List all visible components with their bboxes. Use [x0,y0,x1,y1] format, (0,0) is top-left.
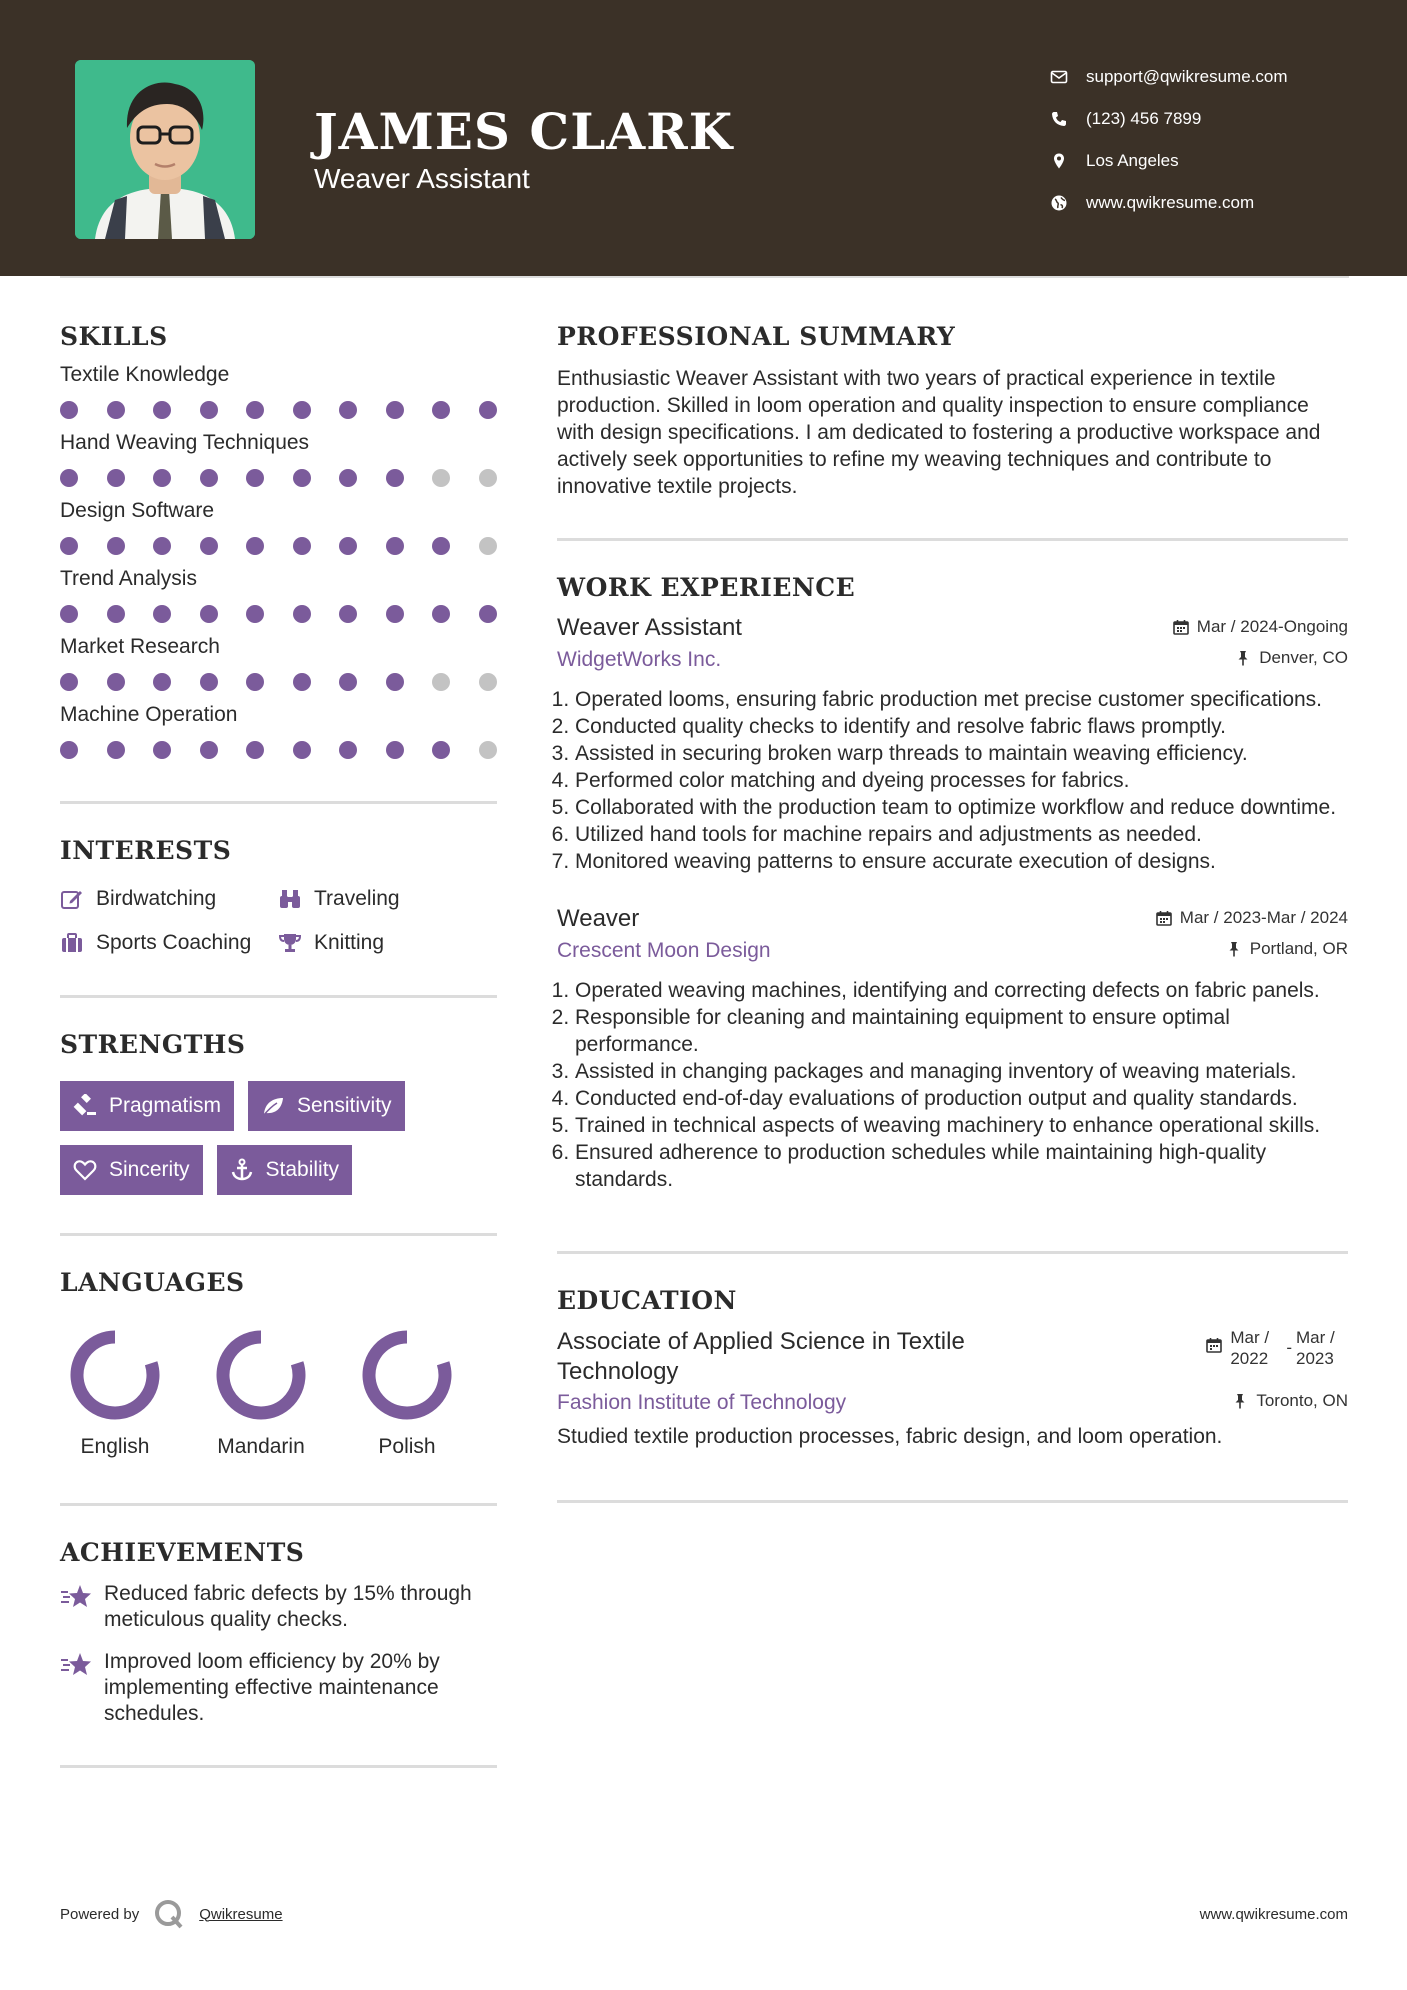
pin-icon [1226,941,1242,957]
achievement-item [60,1581,497,1633]
section-title: ACHIEVEMENTS [60,1538,305,1567]
job-entry [557,614,1348,875]
calendar-icon [1173,619,1189,635]
rating-dot [246,537,264,555]
resume-header [0,0,1407,276]
achievements-section [60,1538,497,1727]
list-item: 1. Operated looms, ensuring fabric production met precise customer specifications. [575,686,1348,713]
skill-rating [60,741,497,759]
language-ring [359,1327,455,1423]
degree-title: Associate of Applied Science in Textile Technology [557,1328,965,1385]
language-item [206,1327,316,1459]
qwikresume-logo-icon [153,1898,185,1930]
envelope-icon [1050,68,1068,86]
section-divider [557,1251,1348,1254]
list-item: 6. Utilized hand tools for machine repairs and adjustments as needed. [575,821,1348,848]
education-dates [1206,1327,1348,1369]
rating-dot [107,673,125,691]
rating-dot [339,673,357,691]
leaf-icon [261,1094,285,1118]
rating-dot [432,469,450,487]
interests-section [60,836,497,955]
language-name: Polish [378,1435,436,1458]
rating-dot [479,673,497,691]
summary-text: Enthusiastic Weaver Assistant with two years of practical experience in textile production. Skilled in loom operation and quality inspection to ensure compliance with design specifications. I am dedicated to fostering a productive workspace and actively seek opportunities to refine my weaving techniques and contribute to innovative textile projects. [557,367,1321,498]
interest-label: Birdwatching [96,887,217,910]
interests-list [60,887,497,955]
rating-dot [339,605,357,623]
job-location-text: Portland, OR [1249,939,1348,958]
skill-name: Design Software [60,499,215,522]
rating-dot [479,741,497,759]
globe-icon [1050,194,1068,212]
rating-dot [386,673,404,691]
contact-info [1050,56,1288,224]
profile-photo [75,60,255,239]
rating-dot [339,741,357,759]
rating-dot [153,673,171,691]
rating-dot [293,605,311,623]
job-dates-text: Mar / 2023-Mar / 2024 [1179,908,1348,927]
section-title: PROFESSIONAL SUMMARY [557,322,956,351]
contact-email-text: support@qwikresume.com [1086,67,1288,86]
calendar-icon [1156,910,1172,926]
skill-rating [60,469,497,487]
strength-label: Sensitivity [297,1094,392,1117]
job-dates [1156,908,1348,928]
rating-dot [60,401,78,419]
rating-dot [339,401,357,419]
section-title: EDUCATION [557,1286,737,1315]
skill-rating [60,605,497,623]
star-icon [60,1652,92,1678]
skill-item [60,499,497,555]
section-divider [60,995,497,998]
section-divider [557,538,1348,541]
interest-label: Traveling [314,887,400,910]
strength-chip [248,1081,405,1131]
rating-dot [107,605,125,623]
section-divider [60,801,497,804]
rating-dot [386,537,404,555]
rating-dot [200,401,218,419]
language-name: Mandarin [217,1435,305,1458]
footer-powered-by [60,1898,283,1930]
skill-item [60,567,497,623]
language-name: English [80,1435,150,1458]
achievement-item [60,1649,497,1727]
strengths-list [60,1081,497,1195]
skills-list [60,363,497,759]
job-location [1226,939,1348,959]
interest-item [60,887,278,911]
rating-dot [432,401,450,419]
rating-dot [107,401,125,419]
language-ring [67,1327,163,1423]
brand-link[interactable]: Qwikresume [199,1905,283,1923]
rating-dot [200,469,218,487]
summary-section [557,322,1348,500]
education-location-text: Toronto, ON [1256,1391,1348,1410]
skill-rating [60,673,497,691]
rating-dot [60,605,78,623]
skill-name: Machine Operation [60,703,238,726]
section-divider [60,1765,497,1768]
languages-section [60,1268,497,1459]
rating-dot [339,537,357,555]
language-ring-arc [77,1337,153,1413]
language-ring [213,1327,309,1423]
skill-item [60,703,497,759]
contact-phone[interactable] [1050,98,1288,140]
rating-dot [432,741,450,759]
rating-dot [432,605,450,623]
rating-dot [479,401,497,419]
section-divider [557,1500,1348,1503]
rating-dot [246,673,264,691]
contact-location [1050,140,1288,182]
interest-label: Sports Coaching [96,931,252,954]
rating-dot [153,605,171,623]
skill-name: Textile Knowledge [60,363,230,386]
job-location-text: Denver, CO [1259,648,1348,667]
rating-dot [107,469,125,487]
star-icon [60,1584,92,1610]
contact-email[interactable] [1050,56,1288,98]
contact-website-text: www.qwikresume.com [1086,193,1255,212]
skill-rating [60,537,497,555]
skill-item [60,431,497,487]
job-responsibilities [557,686,1348,875]
gavel-icon [73,1094,97,1118]
education-section [557,1286,1348,1450]
job-responsibilities [557,977,1348,1193]
rating-dot [246,469,264,487]
languages-list [60,1327,497,1459]
rating-dot [60,469,78,487]
section-divider [60,1233,497,1236]
candidate-role: Weaver Assistant [314,163,530,194]
candidate-name: JAMES CLARK [314,102,734,161]
list-item: 5. Trained in technical aspects of weaving machinery to enhance operational skills. [575,1112,1348,1139]
section-title: SKILLS [60,322,168,351]
binoculars-icon [278,887,302,911]
education-end: Mar / 2023 [1296,1328,1335,1368]
strengths-section [60,1030,497,1195]
rating-dot [386,605,404,623]
section-divider [60,1503,497,1506]
language-ring-arc [223,1337,299,1413]
skill-name: Trend Analysis [60,567,197,590]
rating-dot [479,605,497,623]
powered-by-label: Powered by [60,1905,140,1923]
rating-dot [293,469,311,487]
interest-item [278,887,478,911]
rating-dot [386,469,404,487]
trophy-icon [278,931,302,955]
language-item [352,1327,462,1459]
rating-dot [153,537,171,555]
list-item: 3. Assisted in securing broken warp threads to maintain weaving efficiency. [575,740,1348,767]
job-dates [1173,617,1348,637]
rating-dot [107,537,125,555]
rating-dot [200,537,218,555]
job-title: Weaver [557,905,640,932]
footer-website[interactable]: www.qwikresume.com [1199,1906,1348,1923]
section-title: WORK EXPERIENCE [557,573,856,602]
achievement-text: Reduced fabric defects by 15% through meticulous quality checks. [104,1582,472,1631]
rating-dot [386,741,404,759]
rating-dot [432,673,450,691]
rating-dot [479,469,497,487]
rating-dot [60,741,78,759]
interest-item [60,931,278,955]
experience-section [557,573,1348,1193]
right-column [557,322,1348,1503]
rating-dot [293,537,311,555]
list-item: 4. Performed color matching and dyeing processes for fabrics. [575,767,1348,794]
list-item: 4. Conducted end-of-day evaluations of production output and quality standards. [575,1085,1348,1112]
heart-icon [73,1158,97,1182]
rating-dot [293,741,311,759]
language-ring-arc [369,1337,445,1413]
rating-dot [60,537,78,555]
rating-dot [153,401,171,419]
rating-dot [246,741,264,759]
list-item: 7. Monitored weaving patterns to ensure accurate execution of designs. [575,848,1348,875]
interest-label: Knitting [314,931,385,954]
list-item: 2. Responsible for cleaning and maintaining equipment to ensure optimal performance. [575,1004,1348,1058]
achievement-text: Improved loom efficiency by 20% by implementing effective maintenance schedules. [104,1650,440,1725]
rating-dot [153,741,171,759]
strength-chip [217,1145,353,1195]
rating-dot [200,741,218,759]
rating-dot [200,673,218,691]
contact-phone-text: (123) 456 7899 [1086,109,1202,128]
rating-dot [200,605,218,623]
header-underline [60,276,1349,278]
job-entry [557,905,1348,1193]
skill-rating [60,401,497,419]
rating-dot [293,673,311,691]
strength-label: Pragmatism [109,1094,222,1117]
map-marker-icon [1050,152,1068,170]
section-title: LANGUAGES [60,1268,245,1297]
left-column [60,322,497,1768]
strength-chip [60,1145,203,1195]
strength-chip [60,1081,234,1131]
contact-website[interactable] [1050,182,1288,224]
education-location [1232,1391,1348,1411]
pin-icon [1232,1393,1248,1409]
skill-name: Market Research [60,635,220,658]
job-title: Weaver Assistant [557,614,742,641]
list-item: 1. Operated weaving machines, identifying and correcting defects on fabric panels. [575,977,1348,1004]
skills-section [60,322,497,759]
list-item: 2. Conducted quality checks to identify and resolve fabric flaws promptly. [575,713,1348,740]
contact-location-text: Los Angeles [1086,151,1179,170]
suitcase-icon [60,931,84,955]
rating-dot [293,401,311,419]
section-title: STRENGTHS [60,1030,246,1059]
job-company: Crescent Moon Design [557,939,771,962]
job-location [1235,648,1348,668]
rating-dot [339,469,357,487]
job-company: WidgetWorks Inc. [557,648,722,671]
strength-label: Sincerity [109,1158,190,1181]
section-title: INTERESTS [60,836,232,865]
skill-item [60,363,497,419]
rating-dot [246,401,264,419]
pencil-square-icon [60,887,84,911]
strength-label: Stability [265,1158,340,1181]
rating-dot [60,673,78,691]
education-description: Studied textile production processes, fabric design, and loom operation. [557,1425,1223,1448]
calendar-icon [1206,1337,1222,1353]
rating-dot [479,537,497,555]
list-item: 3. Assisted in changing packages and managing inventory of weaving materials. [575,1058,1348,1085]
education-start: Mar / 2022 [1230,1328,1270,1368]
rating-dot [107,741,125,759]
rating-dot [246,605,264,623]
language-item [60,1327,170,1459]
rating-dot [386,401,404,419]
list-item: 6. Ensured adherence to production schedules while maintaining high-quality standards. [575,1139,1348,1193]
list-item: 5. Collaborated with the production team to optimize workflow and reduce downtime. [575,794,1348,821]
job-dates-text: Mar / 2024-Ongoing [1196,617,1348,636]
anchor-icon [230,1158,254,1182]
rating-dot [153,469,171,487]
skill-name: Hand Weaving Techniques [60,431,310,454]
skill-item [60,635,497,691]
rating-dot [432,537,450,555]
interest-item [278,931,478,955]
phone-icon [1050,110,1068,128]
pin-icon [1235,650,1251,666]
date-separator: - [1286,1338,1292,1357]
school-name: Fashion Institute of Technology [557,1391,847,1414]
